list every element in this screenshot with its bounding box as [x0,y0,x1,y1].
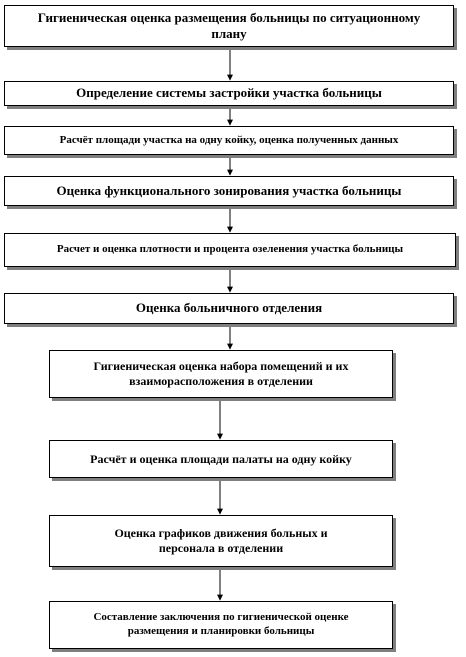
step-8-box [49,440,393,478]
step-4-label: Оценка функционального зонирования участка больницы [56,182,402,198]
step-2-box [4,81,454,106]
step-8-label: Расчёт и оценка площади палаты на одну койку [90,451,352,466]
step-3-box [4,126,454,155]
step-4-box [4,176,454,206]
step-1-label: Гигиеническая оценка размещения больницы по ситуационному плану [37,9,421,41]
step-9-box [49,515,393,567]
step-7-box [49,350,393,398]
step-2-label: Определение системы застройки участка больницы [76,85,382,101]
step-3-label: Расчёт площади участка на одну койку, оценка полученных данных [59,133,399,146]
step-7-label: Гигиеническая оценка набора помещений и их взаиморасположения в отделении [93,359,349,388]
step-6-label: Оценка больничного отделения [135,300,323,316]
step-1-box [4,5,454,47]
step-10-box [49,601,393,649]
step-5-box [4,233,456,267]
step-5-label: Расчет и оценка плотности и процента озеленения участка больницы [56,243,404,256]
step-6-box [4,293,454,324]
step-10-label: Составление заключения по гигиенической оценке размещения и планировки больницы [93,611,349,637]
step-9-label: Оценка графиков движения больных и персонала в отделении [114,526,328,555]
